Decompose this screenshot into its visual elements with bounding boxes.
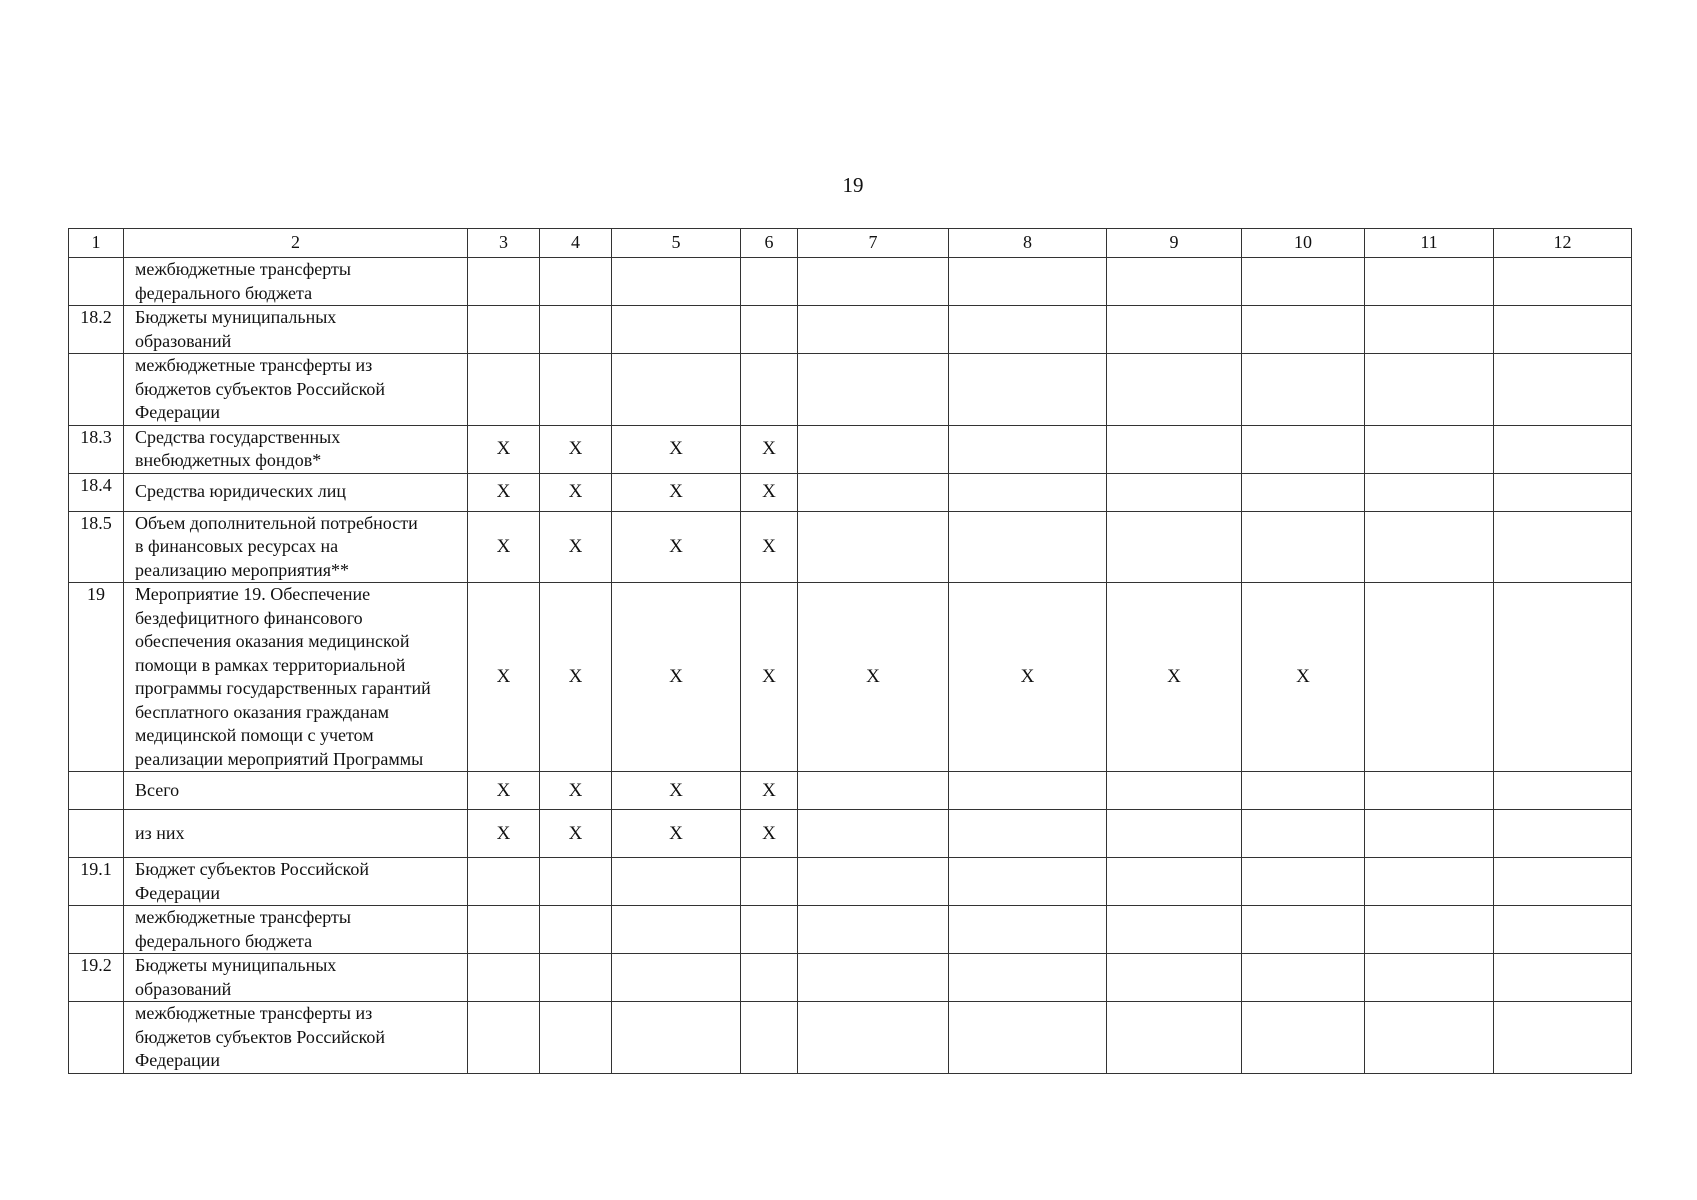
row-number <box>69 906 124 954</box>
empty-cell <box>1365 425 1494 473</box>
description-line: Объем дополнительной потребности <box>135 512 418 533</box>
description-line: Средства государственных <box>135 426 341 447</box>
row-number: 18.4 <box>69 473 124 511</box>
x-mark-cell: X <box>612 425 741 473</box>
table-row <box>69 906 1632 954</box>
description-line: внебюджетных фондов* <box>135 450 322 470</box>
empty-cell <box>1365 306 1494 354</box>
empty-cell <box>798 511 949 583</box>
empty-cell <box>1242 1002 1365 1074</box>
x-mark-cell: X <box>540 511 612 583</box>
column-header: 11 <box>1365 229 1494 258</box>
x-mark-cell: X <box>741 772 798 810</box>
empty-cell <box>741 954 798 1002</box>
row-description <box>124 511 468 583</box>
empty-cell <box>1494 425 1632 473</box>
empty-cell <box>1242 858 1365 906</box>
x-mark-cell: X <box>949 583 1107 772</box>
description-line: образований <box>135 978 232 999</box>
table-row <box>69 858 1632 906</box>
empty-cell <box>1242 511 1365 583</box>
empty-cell <box>1494 511 1632 583</box>
table-row <box>69 258 1632 306</box>
empty-cell <box>1107 258 1242 306</box>
column-header: 5 <box>612 229 741 258</box>
empty-cell <box>1242 473 1365 511</box>
x-mark-cell: X <box>741 810 798 858</box>
description-line: бюджетов субъектов Российской <box>135 378 386 399</box>
empty-cell <box>468 858 540 906</box>
row-number <box>69 1002 124 1074</box>
x-mark-cell: X <box>741 473 798 511</box>
row-description <box>124 258 468 306</box>
empty-cell <box>1365 473 1494 511</box>
column-header: 3 <box>468 229 540 258</box>
empty-cell <box>1365 954 1494 1002</box>
empty-cell <box>798 473 949 511</box>
column-header: 10 <box>1242 229 1365 258</box>
table-row <box>69 425 1632 473</box>
empty-cell <box>612 954 741 1002</box>
description-line: федерального бюджета <box>135 930 313 951</box>
empty-cell <box>741 306 798 354</box>
row-number: 18.5 <box>69 511 124 583</box>
row-number: 19.1 <box>69 858 124 906</box>
x-mark-cell: X <box>540 583 612 772</box>
empty-cell <box>949 354 1107 426</box>
description-line: Федерации <box>135 1050 221 1070</box>
empty-cell <box>1494 258 1632 306</box>
description-line: Бюджет субъектов Российской <box>135 859 369 879</box>
empty-cell <box>798 354 949 426</box>
empty-cell <box>612 906 741 954</box>
empty-cell <box>798 906 949 954</box>
empty-cell <box>1107 354 1242 426</box>
empty-cell <box>468 354 540 426</box>
empty-cell <box>1365 858 1494 906</box>
x-mark-cell: X <box>741 511 798 583</box>
empty-cell <box>1365 258 1494 306</box>
empty-cell <box>798 425 949 473</box>
empty-cell <box>612 1002 741 1074</box>
description-line: реализацию мероприятия** <box>135 559 349 580</box>
empty-cell <box>1494 906 1632 954</box>
row-description <box>124 954 468 1002</box>
description-line: Мероприятие 19. Обеспечение <box>135 584 371 604</box>
empty-cell <box>540 858 612 906</box>
row-number: 18.2 <box>69 306 124 354</box>
empty-cell <box>798 1002 949 1074</box>
row-description <box>124 772 468 810</box>
empty-cell <box>1107 306 1242 354</box>
empty-cell <box>949 810 1107 858</box>
x-mark-cell: X <box>741 583 798 772</box>
x-mark-cell: X <box>540 425 612 473</box>
description-line: федерального бюджета <box>135 282 313 303</box>
empty-cell <box>1494 954 1632 1002</box>
column-header: 4 <box>540 229 612 258</box>
row-description <box>124 583 468 772</box>
x-mark-cell: X <box>612 511 741 583</box>
empty-cell <box>741 354 798 426</box>
empty-cell <box>1242 354 1365 426</box>
description-line: межбюджетные трансферты из <box>135 1003 373 1023</box>
table-row <box>69 473 1632 511</box>
empty-cell <box>612 306 741 354</box>
empty-cell <box>741 858 798 906</box>
row-number <box>69 810 124 858</box>
column-header: 12 <box>1494 229 1632 258</box>
empty-cell <box>949 906 1107 954</box>
empty-cell <box>798 954 949 1002</box>
empty-cell <box>612 354 741 426</box>
empty-cell <box>540 906 612 954</box>
column-header: 8 <box>949 229 1107 258</box>
empty-cell <box>949 511 1107 583</box>
table-row <box>69 511 1632 583</box>
empty-cell <box>468 954 540 1002</box>
description-line: Федерации <box>135 882 221 903</box>
empty-cell <box>1242 906 1365 954</box>
empty-cell <box>1365 906 1494 954</box>
table-row <box>69 583 1632 772</box>
x-mark-cell: X <box>1242 583 1365 772</box>
x-mark-cell: X <box>468 772 540 810</box>
empty-cell <box>1494 810 1632 858</box>
empty-cell <box>949 473 1107 511</box>
row-number: 19 <box>69 583 124 772</box>
empty-cell <box>741 258 798 306</box>
empty-cell <box>1494 473 1632 511</box>
row-description <box>124 858 468 906</box>
empty-cell <box>612 858 741 906</box>
empty-cell <box>1494 772 1632 810</box>
x-mark-cell: X <box>1107 583 1242 772</box>
x-mark-cell: X <box>612 473 741 511</box>
table-row <box>69 772 1632 810</box>
row-description <box>124 906 468 954</box>
empty-cell <box>1242 810 1365 858</box>
column-header: 7 <box>798 229 949 258</box>
x-mark-cell: X <box>540 772 612 810</box>
x-mark-cell: X <box>468 425 540 473</box>
empty-cell <box>1107 1002 1242 1074</box>
description-line: Всего <box>135 779 180 800</box>
x-mark-cell: X <box>741 425 798 473</box>
row-description <box>124 354 468 426</box>
description-line: Бюджеты муниципальных <box>135 955 337 975</box>
column-header: 1 <box>69 229 124 258</box>
description-line: бесплатного оказания гражданам <box>135 701 389 722</box>
empty-cell <box>540 954 612 1002</box>
description-line: межбюджетные трансферты <box>135 907 351 927</box>
page-number: 19 <box>842 173 864 197</box>
empty-cell <box>1242 258 1365 306</box>
x-mark-cell: X <box>612 772 741 810</box>
empty-cell <box>468 906 540 954</box>
empty-cell <box>540 306 612 354</box>
empty-cell <box>1365 772 1494 810</box>
description-line: образований <box>135 330 232 351</box>
description-line: межбюджетные трансферты <box>135 259 351 279</box>
description-line: в финансовых ресурсах на <box>135 536 339 556</box>
budget-table <box>68 228 1632 1074</box>
description-line: реализации мероприятий Программы <box>135 748 424 769</box>
description-line: программы государственных гарантий <box>135 678 431 698</box>
table-row <box>69 810 1632 858</box>
empty-cell <box>1365 511 1494 583</box>
row-number <box>69 258 124 306</box>
empty-cell <box>1365 354 1494 426</box>
description-line: бюджетов субъектов Российской <box>135 1026 386 1047</box>
row-description <box>124 425 468 473</box>
x-mark-cell: X <box>798 583 949 772</box>
row-number: 18.3 <box>69 425 124 473</box>
empty-cell <box>1494 306 1632 354</box>
empty-cell <box>1365 583 1494 772</box>
empty-cell <box>1494 1002 1632 1074</box>
empty-cell <box>468 306 540 354</box>
empty-cell <box>468 1002 540 1074</box>
empty-cell <box>1365 1002 1494 1074</box>
empty-cell <box>798 306 949 354</box>
row-description <box>124 1002 468 1074</box>
empty-cell <box>1494 354 1632 426</box>
x-mark-cell: X <box>612 810 741 858</box>
empty-cell <box>1494 583 1632 772</box>
empty-cell <box>1107 858 1242 906</box>
empty-cell <box>540 354 612 426</box>
empty-cell <box>1242 954 1365 1002</box>
empty-cell <box>1242 425 1365 473</box>
description-line: Федерации <box>135 402 221 422</box>
column-header: 2 <box>124 229 468 258</box>
empty-cell <box>949 954 1107 1002</box>
empty-cell <box>1242 306 1365 354</box>
row-number <box>69 354 124 426</box>
row-description <box>124 810 468 858</box>
empty-cell <box>949 306 1107 354</box>
table-row <box>69 954 1632 1002</box>
table-row <box>69 306 1632 354</box>
empty-cell <box>741 1002 798 1074</box>
description-line: обеспечения оказания медицинской <box>135 631 410 651</box>
x-mark-cell: X <box>468 583 540 772</box>
description-line: межбюджетные трансферты из <box>135 355 373 375</box>
empty-cell <box>540 1002 612 1074</box>
empty-cell <box>1494 858 1632 906</box>
empty-cell <box>1107 772 1242 810</box>
empty-cell <box>1242 772 1365 810</box>
empty-cell <box>798 810 949 858</box>
x-mark-cell: X <box>540 810 612 858</box>
empty-cell <box>949 1002 1107 1074</box>
empty-cell <box>798 258 949 306</box>
description-line: бездефицитного финансового <box>135 607 363 628</box>
column-header: 6 <box>741 229 798 258</box>
empty-cell <box>1107 425 1242 473</box>
column-header: 9 <box>1107 229 1242 258</box>
empty-cell <box>949 772 1107 810</box>
x-mark-cell: X <box>468 511 540 583</box>
empty-cell <box>949 425 1107 473</box>
x-mark-cell: X <box>468 810 540 858</box>
table-body <box>69 229 1632 1074</box>
header-row <box>69 229 1632 258</box>
row-number <box>69 772 124 810</box>
x-mark-cell: X <box>468 473 540 511</box>
table-row <box>69 1002 1632 1074</box>
x-mark-cell: X <box>540 473 612 511</box>
empty-cell <box>612 258 741 306</box>
empty-cell <box>1365 810 1494 858</box>
empty-cell <box>949 858 1107 906</box>
description-line: Бюджеты муниципальных <box>135 307 337 327</box>
empty-cell <box>1107 810 1242 858</box>
empty-cell <box>1107 473 1242 511</box>
x-mark-cell: X <box>612 583 741 772</box>
empty-cell <box>468 258 540 306</box>
row-description <box>124 473 468 511</box>
empty-cell <box>1107 906 1242 954</box>
empty-cell <box>741 906 798 954</box>
description-line: помощи в рамках территориальной <box>135 654 406 675</box>
empty-cell <box>798 772 949 810</box>
empty-cell <box>949 258 1107 306</box>
description-line: медицинской помощи с учетом <box>135 725 374 745</box>
row-number: 19.2 <box>69 954 124 1002</box>
row-description <box>124 306 468 354</box>
empty-cell <box>540 258 612 306</box>
description-line: Средства юридических лиц <box>135 481 346 502</box>
table-row <box>69 354 1632 426</box>
empty-cell <box>1107 954 1242 1002</box>
description-line: из них <box>135 822 185 843</box>
empty-cell <box>798 858 949 906</box>
empty-cell <box>1107 511 1242 583</box>
